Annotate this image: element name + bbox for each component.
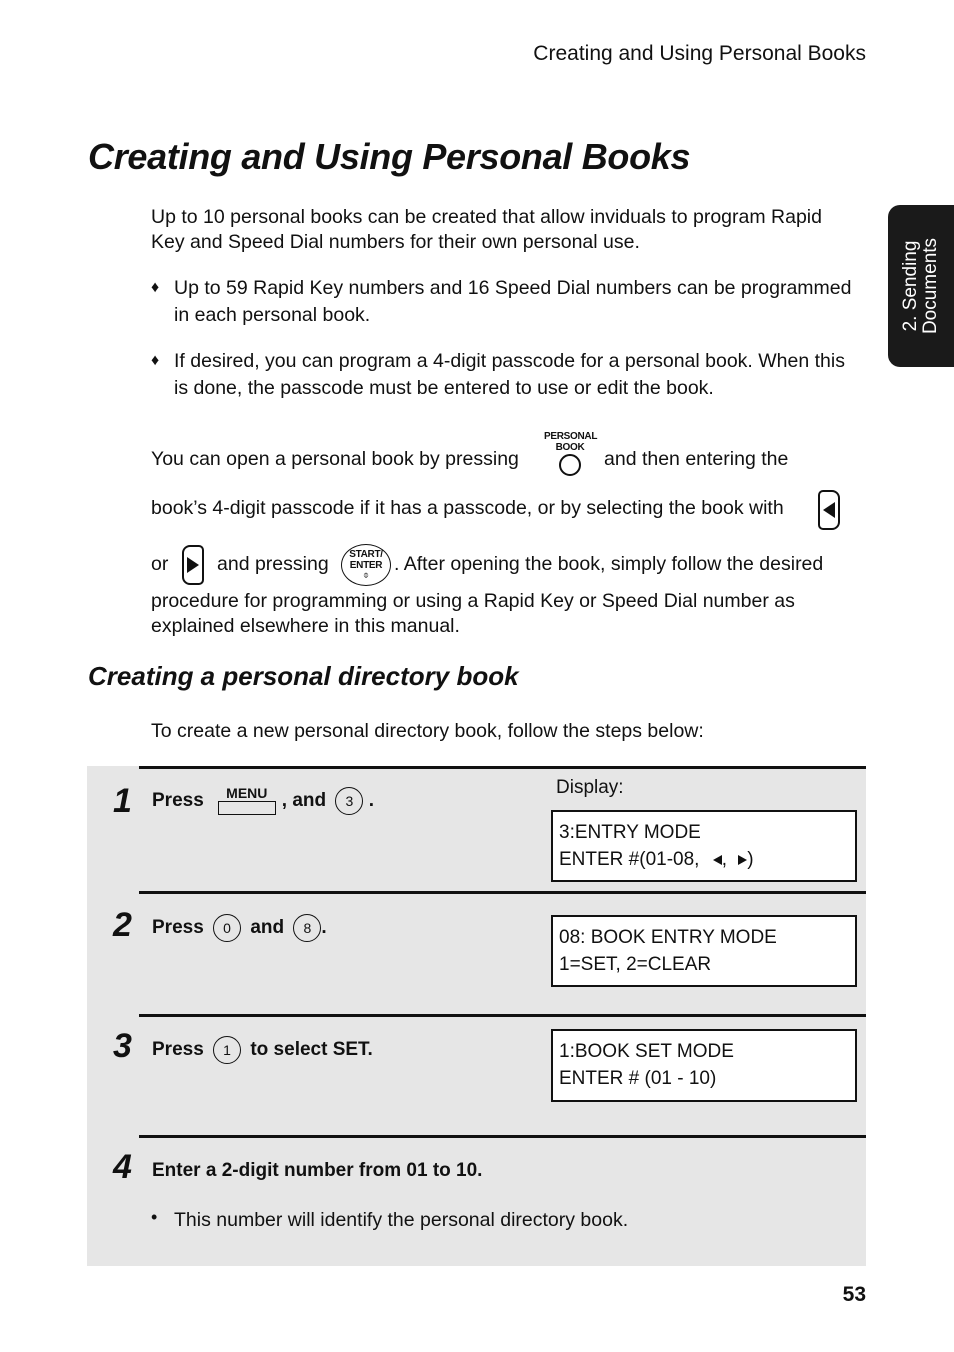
- display-line-2: 1=SET, 2=CLEAR: [559, 954, 712, 975]
- display-line-2: ENTER # (01 - 10): [559, 1068, 717, 1089]
- left-arrow-icon: [713, 855, 722, 865]
- steps-intro: To create a new personal directory book, follow the steps below:: [151, 720, 704, 742]
- open-text-8: explained elsewhere in this manual.: [151, 615, 460, 637]
- step-1-instruction: [152, 786, 374, 815]
- display-line-1: 3:ENTRY MODE: [559, 822, 701, 843]
- open-text-7: procedure for programming or using a Rapid Key or Speed Dial number as: [151, 590, 795, 612]
- section-tab-label: [901, 238, 941, 334]
- period-text: .: [321, 917, 327, 939]
- intro-paragraph: Up to 10 personal books can be created that allow inviduals to program Rapid Key and Speed Dial numbers for their own personal use.: [151, 206, 822, 253]
- display-line-1: 1:BOOK SET MODE: [559, 1041, 734, 1062]
- open-text-6: . After opening the book, simply follow the desired: [394, 553, 824, 575]
- display-line-2-text: ENTER #(01-08,: [559, 849, 700, 870]
- display-close-paren: ): [747, 849, 754, 870]
- personal-book-button-icon: [559, 454, 581, 476]
- step-4-instruction: Enter a 2-digit number from 01 to 10.: [152, 1160, 483, 1181]
- key-8-icon: 8: [293, 914, 321, 942]
- menu-key-icon: [218, 786, 276, 815]
- press-text: Press: [152, 1039, 204, 1061]
- and-text: , and: [281, 790, 327, 812]
- lcd-display: [551, 1029, 857, 1102]
- select-set-text: to select SET.: [250, 1039, 373, 1061]
- right-arrow-icon: [738, 855, 747, 865]
- step-3-instruction: [152, 1036, 373, 1064]
- and-text: and: [250, 917, 285, 939]
- right-arrow-key-icon: [182, 545, 204, 585]
- step-number: 1: [113, 782, 132, 820]
- personal-book-key-label-1: PERSONAL: [544, 431, 598, 442]
- key-0-icon: 0: [213, 914, 241, 942]
- step-divider: [139, 766, 866, 769]
- section-tab-line1: 2. Sending: [900, 240, 921, 332]
- left-arrow-key-icon: [818, 490, 840, 530]
- menu-key-label: MENU: [226, 785, 268, 801]
- key-3-icon: 3: [335, 787, 363, 815]
- section-tab-line2: Documents: [920, 237, 941, 335]
- running-header: Creating and Using Personal Books: [533, 42, 866, 65]
- start-enter-label-2: ENTER: [349, 560, 383, 571]
- open-text-1: You can open a personal book by pressing: [151, 448, 519, 470]
- start-enter-label-1: START/: [349, 549, 383, 560]
- display-line-2: [559, 846, 849, 873]
- step-number: 2: [113, 906, 132, 944]
- display-label: Display:: [556, 777, 624, 798]
- start-symbol-icon: ⌽: [363, 570, 369, 581]
- display-comma: ,: [721, 849, 728, 870]
- key-1-icon: 1: [213, 1036, 241, 1064]
- step-divider: [139, 891, 866, 894]
- display-line-1: 08: BOOK ENTRY MODE: [559, 927, 777, 948]
- page-title: Creating and Using Personal Books: [88, 136, 691, 177]
- open-text-3: book’s 4-digit passcode if it has a passcode, or by selecting the book with: [151, 497, 784, 519]
- page-number: 53: [842, 1283, 866, 1306]
- step-divider: [139, 1014, 866, 1017]
- step-number: 3: [113, 1027, 132, 1065]
- lcd-display: [551, 810, 857, 882]
- section-tab: [888, 205, 954, 367]
- bullet-diamond-icon: ♦: [151, 352, 160, 369]
- step-number: 4: [113, 1148, 132, 1186]
- start-enter-key-icon: [341, 544, 391, 586]
- step-divider: [139, 1135, 866, 1138]
- bullet-item: Up to 59 Rapid Key numbers and 16 Speed Dial numbers can be programmed in each personal book.: [174, 277, 852, 326]
- section-heading: Creating a personal directory book: [88, 661, 519, 691]
- step-4-note: This number will identify the personal directory book.: [174, 1209, 629, 1231]
- personal-book-key: [544, 431, 596, 476]
- open-text-5: and pressing: [217, 553, 329, 575]
- press-text: Press: [152, 917, 204, 939]
- bullet-diamond-icon: ♦: [151, 279, 160, 296]
- step-2-instruction: [152, 914, 327, 942]
- personal-book-key-label-2: BOOK: [555, 442, 585, 453]
- bullet-dot-icon: •: [151, 1207, 158, 1227]
- period-text: .: [368, 790, 374, 812]
- bullet-item: If desired, you can program a 4-digit passcode for a personal book. When this is done, the passcode must be entered to use or edit the book.: [174, 350, 845, 399]
- open-text-4: or: [151, 553, 169, 575]
- lcd-display: [551, 915, 857, 987]
- open-text-2: and then entering the: [604, 448, 789, 470]
- press-text: Press: [152, 790, 204, 812]
